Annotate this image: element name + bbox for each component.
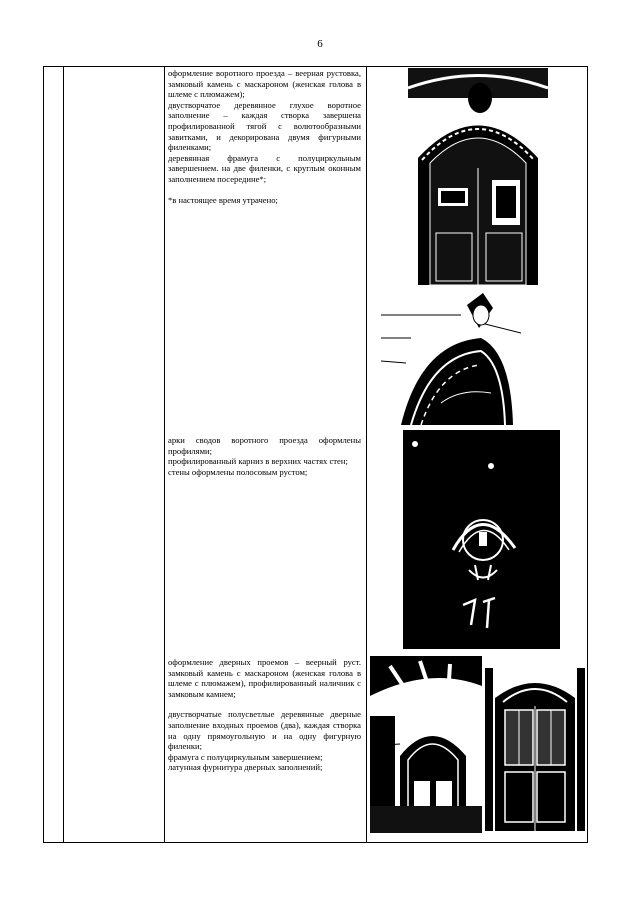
text-para: деревянная фрамуга с полуциркульным завершением. на две филенки, с круглым оконным заполнением посередине*; <box>168 152 361 184</box>
column-divider <box>164 67 165 842</box>
text-para: двустворчатые полусветлые деревянные дверные заполнение входных проемов (два), каждая створка на одну прямоугольную и на одну фигурную филенки; <box>168 709 361 752</box>
door-portal-photo <box>370 656 482 833</box>
gateway-arch-photo <box>408 68 548 285</box>
column-divider <box>63 67 64 842</box>
photo-icon <box>370 656 482 833</box>
text-para: арки сводов воротного проезда оформлены профилями; <box>168 435 361 456</box>
text-para: оформление воротного проезда – веерная рустовка, замковый камень с маскароном (женская голова в шлеме с плюмажем); <box>168 68 361 100</box>
vault-lamp-photo <box>403 430 560 649</box>
photo-icon <box>485 668 585 831</box>
text-para: двустворчатое деревянное глухое воротное заполнение – каждая створка завершена профилированной тягой с волютообразными завитками, и декорирована двумя фигурными филенками; <box>168 99 361 153</box>
text-para: оформление дверных проемов – веерный руст. замковый камень с маскароном (женская голова в шлеме с плюмажем), профилированный наличник с замковым камнем; <box>168 657 361 699</box>
text-para: стены оформлены полосовым рустом; <box>168 466 308 477</box>
column-divider <box>366 67 367 842</box>
cell-text-doors <box>168 657 361 773</box>
arch-keystone-mascaron-photo <box>381 293 521 425</box>
photo-icon <box>408 68 548 285</box>
text-footnote: *в настоящее время утрачено; <box>168 194 278 205</box>
door-leaves-photo <box>485 668 585 831</box>
text-para: латунная фурнитура дверных заполнений; <box>168 762 323 773</box>
text-para: фрамуга с полуциркульным завершением; <box>168 751 323 762</box>
cell-text-vault <box>168 435 361 477</box>
page-number: 6 <box>317 38 323 50</box>
photo-icon <box>403 430 560 649</box>
text-para: профилированный карниз в верхних частях стен; <box>168 456 348 467</box>
cell-text-gate <box>168 68 361 205</box>
photo-icon <box>381 293 521 425</box>
